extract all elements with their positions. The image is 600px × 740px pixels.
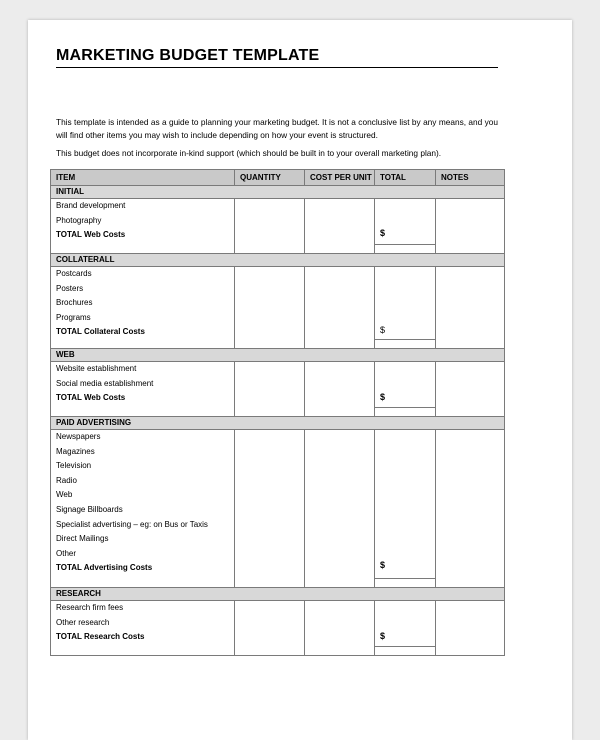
list-item: Social media establishment	[56, 378, 154, 388]
section-title: PAID ADVERTISING	[51, 417, 505, 430]
header-row	[51, 170, 505, 186]
section-header-paid-advertising	[51, 417, 505, 430]
list-item: Other research	[56, 617, 110, 627]
notes-cell[interactable]	[436, 601, 505, 656]
item-cell	[51, 430, 235, 588]
section-body-paid-advertising	[51, 430, 505, 588]
intro-paragraph: This template is intended as a guide to planning your marketing budget. It is not a conclusive list by any means, and you will find other items you may wish to include depending on how your event is structured.	[56, 117, 498, 140]
section-body-web	[51, 362, 505, 417]
item-cell	[51, 267, 235, 349]
notes-cell[interactable]	[436, 362, 505, 417]
quantity-cell[interactable]	[235, 430, 305, 588]
currency-symbol: $	[380, 392, 386, 402]
section-total-label: TOTAL Web Costs	[56, 393, 126, 403]
currency-symbol: $	[380, 631, 386, 641]
cost-per-unit-cell[interactable]	[305, 267, 375, 349]
notes-cell[interactable]	[436, 430, 505, 588]
item-cell	[51, 362, 235, 417]
currency-symbol: $	[380, 325, 386, 335]
list-item: Magazines	[56, 446, 95, 456]
list-item: Brand development	[56, 201, 126, 210]
section-body-initial	[51, 199, 505, 254]
section-total-label: TOTAL Collateral Costs	[56, 327, 145, 337]
quantity-cell[interactable]	[235, 199, 305, 254]
section-total-label: TOTAL Advertising Costs	[56, 563, 153, 573]
total-underline	[375, 578, 435, 579]
section-title: WEB	[51, 349, 505, 362]
total-cell[interactable]	[375, 267, 436, 349]
list-item: Radio	[56, 475, 77, 485]
total-cell[interactable]	[375, 430, 436, 588]
cost-per-unit-cell[interactable]	[305, 199, 375, 254]
col-cost-per-unit: COST PER UNIT	[305, 170, 375, 186]
budget-table	[50, 169, 505, 656]
quantity-cell[interactable]	[235, 601, 305, 656]
section-title: COLLATERALL	[51, 254, 505, 267]
total-underline	[375, 244, 435, 245]
section-header-web	[51, 349, 505, 362]
cost-per-unit-cell[interactable]	[305, 430, 375, 588]
list-item: Posters	[56, 283, 84, 293]
list-item: Research firm fees	[56, 603, 124, 612]
document-title: MARKETING BUDGET TEMPLATE	[56, 47, 320, 64]
total-cell[interactable]	[375, 362, 436, 417]
item-cell	[51, 601, 235, 656]
list-item: Television	[56, 461, 92, 471]
list-item: Other	[56, 548, 77, 558]
section-title: RESEARCH	[51, 588, 505, 601]
section-title: INITIAL	[51, 186, 505, 199]
total-cell[interactable]	[375, 199, 436, 254]
list-item: Website establishment	[56, 364, 137, 373]
list-item: Direct Mailings	[56, 534, 109, 544]
notes-cell[interactable]	[436, 267, 505, 349]
quantity-cell[interactable]	[235, 362, 305, 417]
section-header-collaterall	[51, 254, 505, 267]
currency-symbol: $	[380, 228, 386, 238]
currency-symbol: $	[380, 560, 386, 570]
section-header-initial	[51, 186, 505, 199]
list-item: Newspapers	[56, 432, 101, 441]
section-body-research	[51, 601, 505, 656]
col-notes: NOTES	[436, 170, 505, 186]
item-cell	[51, 199, 235, 254]
total-underline	[375, 646, 435, 647]
section-header-research	[51, 588, 505, 601]
col-item: ITEM	[51, 170, 235, 186]
cost-per-unit-cell[interactable]	[305, 601, 375, 656]
section-total-label: TOTAL Research Costs	[56, 632, 145, 642]
in-kind-note: This budget does not incorporate in-kind support (which should be built in to your overall marketing plan).	[56, 148, 442, 158]
list-item: Signage Billboards	[56, 504, 123, 514]
total-underline	[375, 407, 435, 408]
total-cell[interactable]	[375, 601, 436, 656]
title-rule	[56, 67, 498, 68]
quantity-cell[interactable]	[235, 267, 305, 349]
section-total-label: TOTAL Web Costs	[56, 230, 126, 240]
total-underline	[375, 339, 435, 340]
col-quantity: QUANTITY	[235, 170, 305, 186]
notes-cell[interactable]	[436, 199, 505, 254]
list-item: Specialist advertising – eg: on Bus or Taxis	[56, 519, 208, 529]
section-body-collaterall	[51, 267, 505, 349]
list-item: Brochures	[56, 298, 93, 308]
list-item: Photography	[56, 215, 102, 225]
list-item: Web	[56, 490, 73, 500]
list-item: Postcards	[56, 269, 92, 278]
cost-per-unit-cell[interactable]	[305, 362, 375, 417]
list-item: Programs	[56, 312, 91, 322]
col-total: TOTAL	[375, 170, 436, 186]
